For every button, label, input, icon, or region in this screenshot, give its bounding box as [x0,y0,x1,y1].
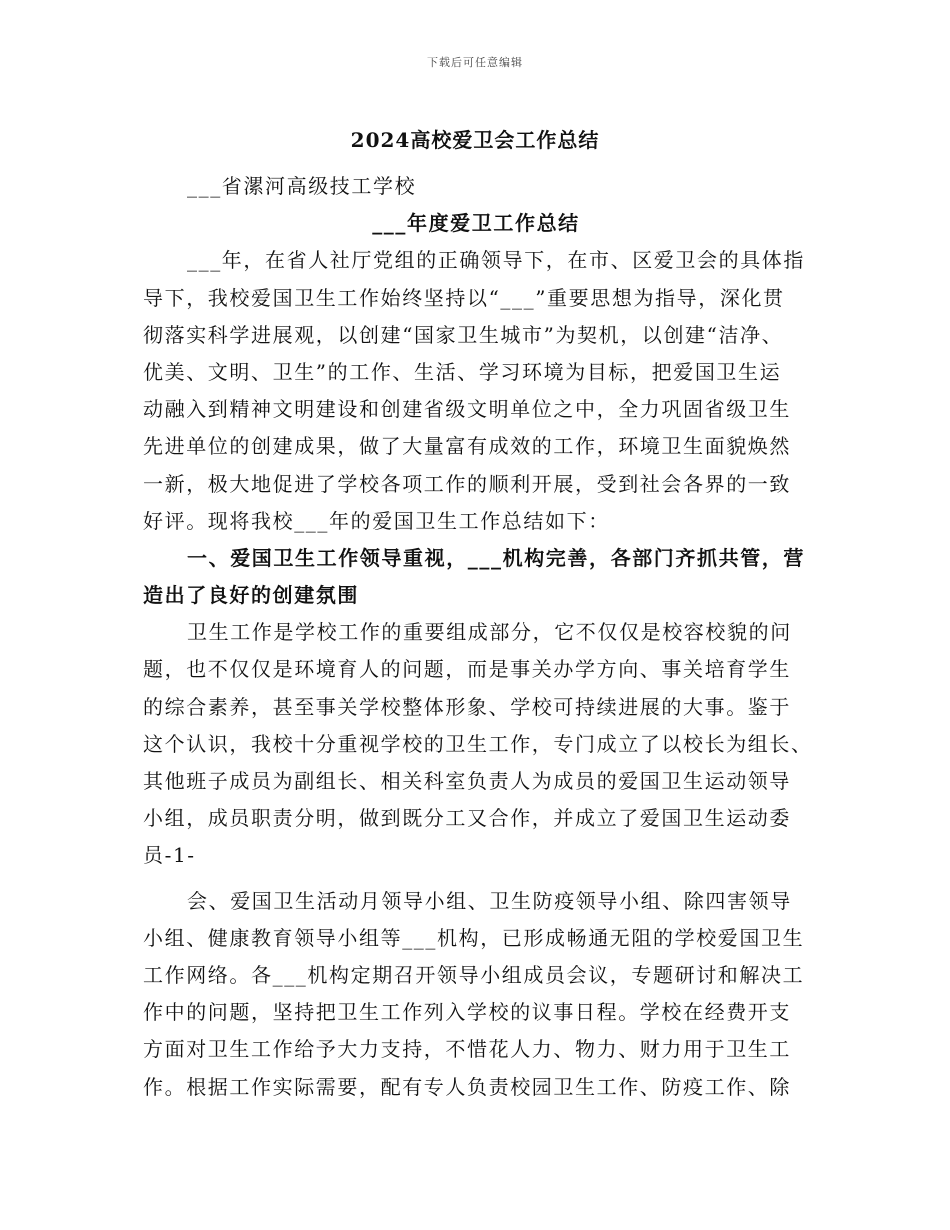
document-title: 2024高校爱卫会工作总结 [350,128,600,152]
paragraph-line: 工作网络。各___机构定期召开领导小组成员会议，专题研讨和解决工 [143,962,805,987]
paragraph-line: 题，也不仅仅是环境育人的问题，而是事关办学方向、事关培育学生 [143,657,791,682]
document-body [143,168,813,1143]
report-subtitle: ___年度爱卫工作总结 [372,211,580,236]
paragraph-line: 员-1- [143,843,196,868]
paragraph-line: 优美、文明、卫生”的工作、生活、学习环境为目标，把爱国卫生运 [143,359,782,384]
paragraph-line: 小组，成员职责分明，做到既分工又合作，并成立了爱国卫生运动委 [143,806,791,831]
paragraph-line: 先进单位的创建成果，做了大量富有成效的工作，环境卫生面貌焕然 [143,434,791,459]
paragraph-line: 的综合素养，甚至事关学校整体形象、学校可持续进展的大事。鉴于 [143,694,791,719]
paragraph-line: 方面对卫生工作给予大力支持，不惜花人力、物力、财力用于卫生工 [143,1037,791,1062]
paragraph-line: 作中的问题，坚持把卫生工作列入学校的议事日程。学校在经费开支 [143,1000,791,1025]
paragraph-line: 导下，我校爱国卫生工作始终坚持以“___”重要思想为指导，深化贯 [143,285,785,310]
page-break-gap [143,875,809,883]
paragraph-line: 好评。现将我校___年的爱国卫生工作总结如下： [143,508,610,533]
paragraph-line: 这个认识，我校十分重视学校的卫生工作，专门成立了以校长为组长、 [143,731,813,756]
paragraph-line: 卫生工作是学校工作的重要组成部分，它不仅仅是校容校貌的问 [187,620,792,645]
section-heading: 一、爱国卫生工作领导重视，___机构完善，各部门齐抓共管，营 [187,545,805,570]
paragraph-line: 会、爱国卫生活动月领导小组、卫生防疫领导小组、除四害领导 [187,888,792,913]
paragraph-line: 作。根据工作实际需要，配有专人负责校园卫生工作、防疫工作、除 [143,1074,791,1099]
paragraph-line: 其他班子成员为副组长、相关科室负责人为成员的爱国卫生运动领导 [143,769,791,793]
school-name-line: ___省漯河高级技工学校 [187,174,417,198]
paragraph-line: 小组、健康教育领导小组等___机构，已形成畅通无阻的学校爱国卫生 [143,925,805,950]
paragraph-line: 动融入到精神文明建设和创建省级文明单位之中，全力巩固省级卫生 [143,397,791,422]
section-heading: 造出了良好的创建氛围 [143,583,359,608]
paragraph-line [143,1106,809,1143]
header-note: 下载后可任意编辑 [427,56,523,69]
paragraph-line: 一新，极大地促进了学校各项工作的顺利开展，受到社会各界的一致 [143,471,791,496]
paragraph-line: ___年，在省人社厅党组的正确领导下，在市、区爱卫会的具体指 [187,248,805,273]
paragraph-line: 彻落实科学进展观，以创建“国家卫生城市”为契机，以创建“洁净、 [143,322,784,347]
